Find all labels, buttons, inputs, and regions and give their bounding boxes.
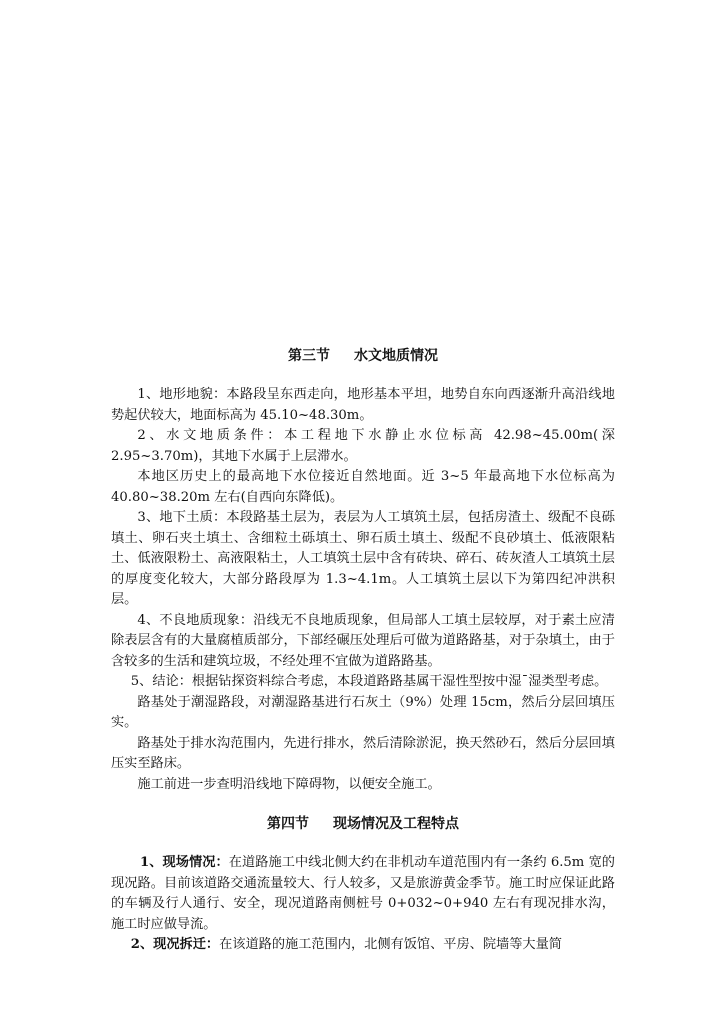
para-adverse-geology: 4、不良地质现象：沿线无不良地质现象，但局部人工填土层较厚，对于素土应清除表层含有的大量腐植质部分，下部经碾压处理后可做为道路路基，对于杂填土，由于含较多的生活和建筑垃圾，不经处理不宜做为道路路基。 — [111, 612, 615, 669]
document-body — [111, 345, 615, 956]
section-4-title — [111, 813, 615, 833]
para-drainage-roadbed: 路基处于排水沟范围内，先进行排水，然后清除淤泥，换天然砂石，然后分层回填压实至路床。 — [111, 735, 615, 771]
demolition-lead: 2、现况拆迁： — [130, 937, 220, 952]
para-demolition — [111, 935, 615, 956]
demolition-text: 在该道路的施工范围内，北侧有饭馆、平房、院墙等大量简 — [219, 937, 562, 952]
section-4-heading: 现场情况及工程特点 — [333, 816, 459, 832]
section-4-number: 第四节 — [267, 816, 309, 832]
site-conditions-text: 在道路施工中线北侧大约在非机动车道范围内有一条约 6.5m 宽的现况路。目前该道路交通流量较大、行人较多，又是旅游黄金季节。施工时应保证此路的车辆及行人通行、安全，现况道路南侧桩号 0+032~0+940 左右有现况排水沟，施工时应做导流。 — [111, 855, 615, 932]
section-3-heading: 水文地质情况 — [354, 348, 438, 364]
para-groundwater-history: 本地区历史上的最高地下水位接近自然地面。近 3~5 年最高地下水位标高为 40.80~38.20m 左右(自西向东降低)。 — [111, 469, 615, 505]
para-conclusion: 5、结论：根据钻探资料综合考虑，本段道路路基属干湿性型按中湿¯湿类型考虑。 — [130, 674, 608, 689]
para-soil: 3、地下土质：本段路基土层为，表层为人工填筑土层，包括房渣土、级配不良砾填土、卵石夹土填土、含细粒土砾填土、卵石质土填土、级配不良砂填土、低液限粘土、低液限粉土、高液限粘土，人工填筑土层中含有砖块、碎石、砖灰渣人工填筑土层的厚度变化较大，大部分路段厚为 1.3~4.1m。人工填筑土层以下为第四纪冲洪积层。 — [111, 510, 615, 607]
site-conditions-lead: 1、现场情况： — [140, 855, 229, 870]
para-terrain: 1、地形地貌：本路段呈东西走向，地形基本平坦，地势自东向西逐渐升高沿线地势起伏较大，地面标高为 45.10~48.30m。 — [111, 387, 615, 423]
section-3-title — [111, 345, 615, 365]
section-3-number: 第三节 — [288, 348, 330, 364]
para-hydrogeology: 2、水文地质条件：本工程地下水静止水位标高 42.98~45.00m(深 2.95~3.70m)，其地下水属于上层滞水。 — [111, 428, 615, 464]
para-wet-roadbed: 路基处于潮湿路段，对潮湿路基进行石灰土（9%）处理 15cm，然后分层回填压实。 — [111, 694, 615, 730]
para-underground-obstacles: 施工前进一步查明沿线地下障碍物，以便安全施工。 — [137, 776, 441, 792]
para-site-conditions — [111, 853, 615, 935]
